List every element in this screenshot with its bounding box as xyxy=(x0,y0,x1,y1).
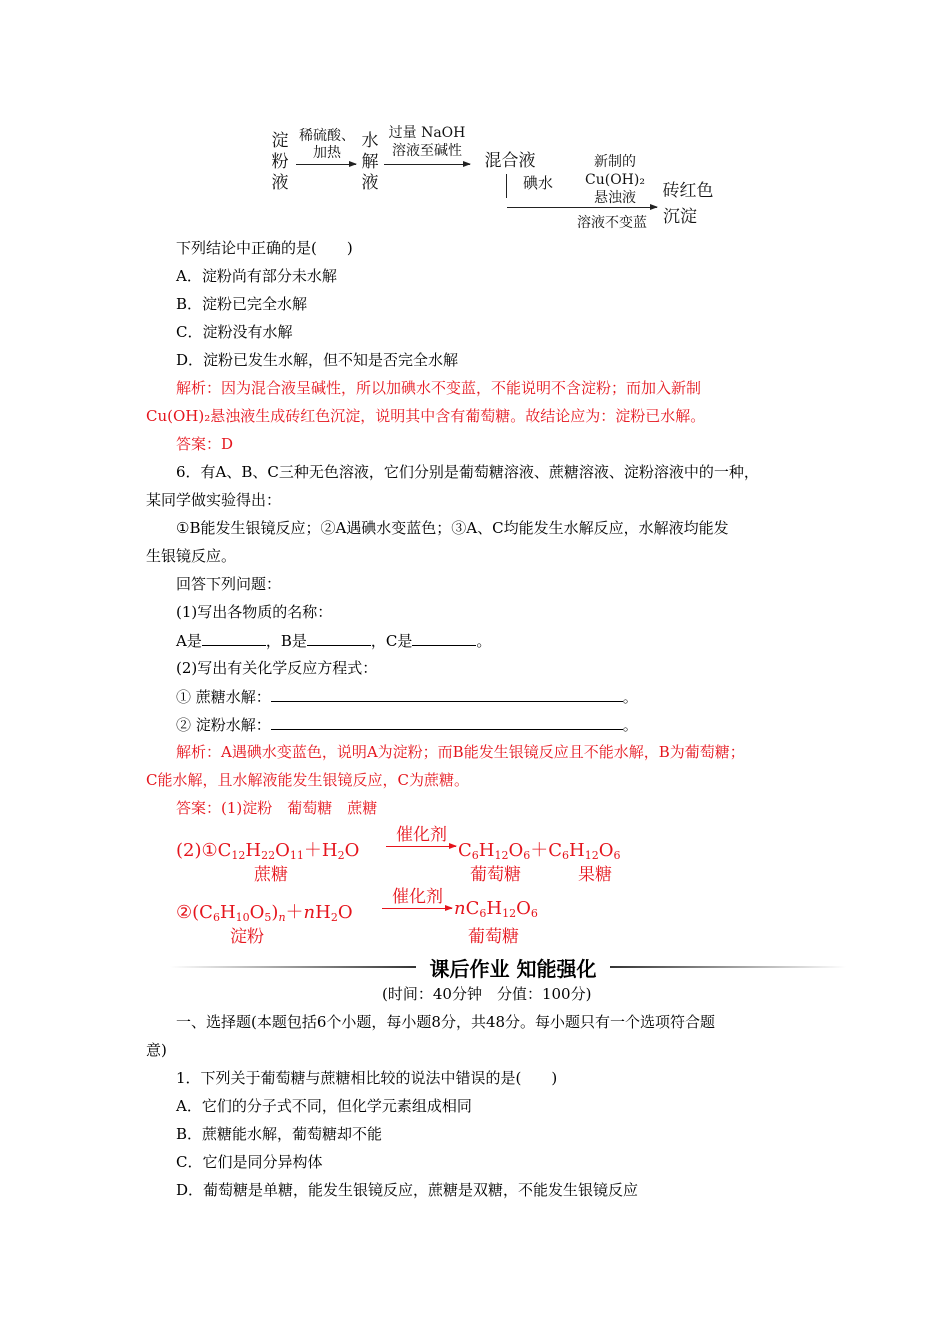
eq1-arrow xyxy=(386,846,456,847)
q1-option-b: B．蔗糖能水解，葡萄糖却不能 xyxy=(176,1125,383,1143)
q5-option-a: A．淀粉尚有部分未水解 xyxy=(176,267,337,285)
iodine-label: 碘水 xyxy=(522,174,553,192)
eq1-catalyst: 催化剂 xyxy=(396,825,447,845)
eq2-starch: 淀粉 xyxy=(230,927,264,947)
q5-stem: 下列结论中正确的是( ) xyxy=(176,239,353,257)
banner-rule-right xyxy=(610,966,846,968)
starch-solution-label: 淀粉液 xyxy=(271,131,289,193)
arrow-2 xyxy=(384,164,470,165)
eq1-end: 。 xyxy=(622,688,638,706)
q5-answer: 答案：D xyxy=(176,435,234,453)
reagent-line-3: 悬浊液 xyxy=(594,190,636,206)
q6-conditions-line-2: 生银镜反应。 xyxy=(146,547,237,565)
reagent-line-2: Cu(OH)₂ xyxy=(585,172,645,188)
banner-rule-left xyxy=(170,966,416,968)
q5-option-d: D．淀粉已发生水解，但不知是否完全水解 xyxy=(176,351,459,369)
reagent-line-1: 新制的 xyxy=(594,154,636,170)
section-intro-line-1: 一、选择题(本题包括6个小题，每小题8分，共48分。每小题只有一个选项符合题 xyxy=(176,1013,716,1031)
eq1-blank[interactable] xyxy=(271,686,623,702)
q5-analysis-line-1: 解析：因为混合液呈碱性，所以加碘水不变蓝，不能说明不含淀粉；而加入新制 xyxy=(176,379,702,397)
equation-2: $②(C_6H_{10}O_5)_n+nH_2O$ xyxy=(176,902,353,924)
eq1-fructose: 果糖 xyxy=(578,865,612,885)
condition-naoh: 过量 NaOH xyxy=(388,125,466,141)
q6-conditions-line-1: ①B能发生银镜反应；②A遇碘水变蓝色；③A、C均能发生水解反应，水解液均能发 xyxy=(176,519,729,537)
q1-option-a: A．它们的分子式不同，但化学元素组成相同 xyxy=(176,1097,472,1115)
q6-stem-line-2: 某同学做实验得出： xyxy=(146,491,282,509)
a-blank[interactable] xyxy=(202,630,266,646)
section-banner: 课后作业 知能强化 xyxy=(429,957,597,981)
a-label: A是 xyxy=(176,632,202,650)
eq2-catalyst: 催化剂 xyxy=(392,887,443,907)
eq1-prefix: (2)① xyxy=(176,840,218,861)
branch-line xyxy=(506,174,507,198)
c-blank[interactable] xyxy=(412,630,476,646)
b-label: ，B是 xyxy=(265,632,307,650)
q6-answer: 答案：(1)淀粉 葡萄糖 蔗糖 xyxy=(176,799,378,817)
eq2-glucose: 葡萄糖 xyxy=(468,927,519,947)
condition-acid: 稀硫酸、 xyxy=(299,128,355,144)
iodine-result: 溶液不变蓝 xyxy=(577,215,647,231)
q6-eq2-line xyxy=(176,714,638,735)
q6-sub-1: (1)写出各物质的名称： xyxy=(176,603,333,621)
equation-1: $(2)①C_{12}H_{22}O_{11}+H_2O$ xyxy=(176,840,360,862)
q1-option-d: D．葡萄糖是单糖，能发生银镜反应，蔗糖是双糖，不能发生银镜反应 xyxy=(176,1181,639,1199)
q6-sub-2: (2)写出有关化学反应方程式： xyxy=(176,659,378,677)
q1-stem: 1．下列关于葡萄糖与蔗糖相比较的说法中错误的是( ) xyxy=(176,1069,558,1087)
product-line-1: 砖红色 xyxy=(662,181,714,201)
q6-stem-line-1: 6．有A、B、C三种无色溶液，它们分别是葡萄糖溶液、蔗糖溶液、淀粉溶液中的一种， xyxy=(176,463,759,481)
eq1-glucose: 葡萄糖 xyxy=(470,865,521,885)
equation-1-products: $C_6H_{12}O_6+C_6H_{12}O_6$ xyxy=(458,840,621,862)
b-blank[interactable] xyxy=(307,630,371,646)
eq2-label: ② 淀粉水解： xyxy=(176,716,271,734)
eq2-prefix: ② xyxy=(176,902,193,923)
q6-eq1-line xyxy=(176,686,638,707)
c-label: ，C是 xyxy=(370,632,413,650)
eq2-end: 。 xyxy=(622,716,638,734)
q5-option-b: B．淀粉已完全水解 xyxy=(176,295,308,313)
condition-alkaline: 溶液至碱性 xyxy=(392,143,462,159)
q1-option-c: C．它们是同分异构体 xyxy=(176,1153,323,1171)
end-mark: 。 xyxy=(476,632,492,650)
q6-analysis-line-1: 解析：A遇碘水变蓝色，说明A为淀粉；而B能发生银镜反应且不能水解，B为葡萄糖； xyxy=(176,743,745,761)
equation-2-products: $nC_6H_{12}O_6$ xyxy=(454,898,538,920)
section-intro-line-2: 意) xyxy=(146,1041,167,1059)
q5-analysis-line-2: Cu(OH)₂悬浊液生成砖红色沉淀，说明其中含有葡萄糖。故结论应为：淀粉已水解。 xyxy=(146,407,706,425)
hydrolysate-label: 水解液 xyxy=(361,131,379,193)
eq2-arrow xyxy=(382,908,452,909)
condition-heat: 加热 xyxy=(313,145,341,161)
q6-analysis-line-2: C能水解，且水解液能发生银镜反应，C为蔗糖。 xyxy=(146,771,469,789)
section-meta: (时间：40分钟 分值：100分) xyxy=(382,985,592,1003)
eq1-label: ① 蔗糖水解： xyxy=(176,688,271,706)
arrow-1 xyxy=(296,164,356,165)
eq1-sucrose: 蔗糖 xyxy=(254,865,288,885)
arrow-3 xyxy=(507,207,657,208)
q6-prompt: 回答下列问题： xyxy=(176,575,282,593)
q5-option-c: C．淀粉没有水解 xyxy=(176,323,293,341)
product-line-2: 沉淀 xyxy=(663,207,697,227)
eq2-blank[interactable] xyxy=(271,714,623,730)
mixture-label: 混合液 xyxy=(484,151,536,171)
q6-names-line xyxy=(176,630,491,651)
